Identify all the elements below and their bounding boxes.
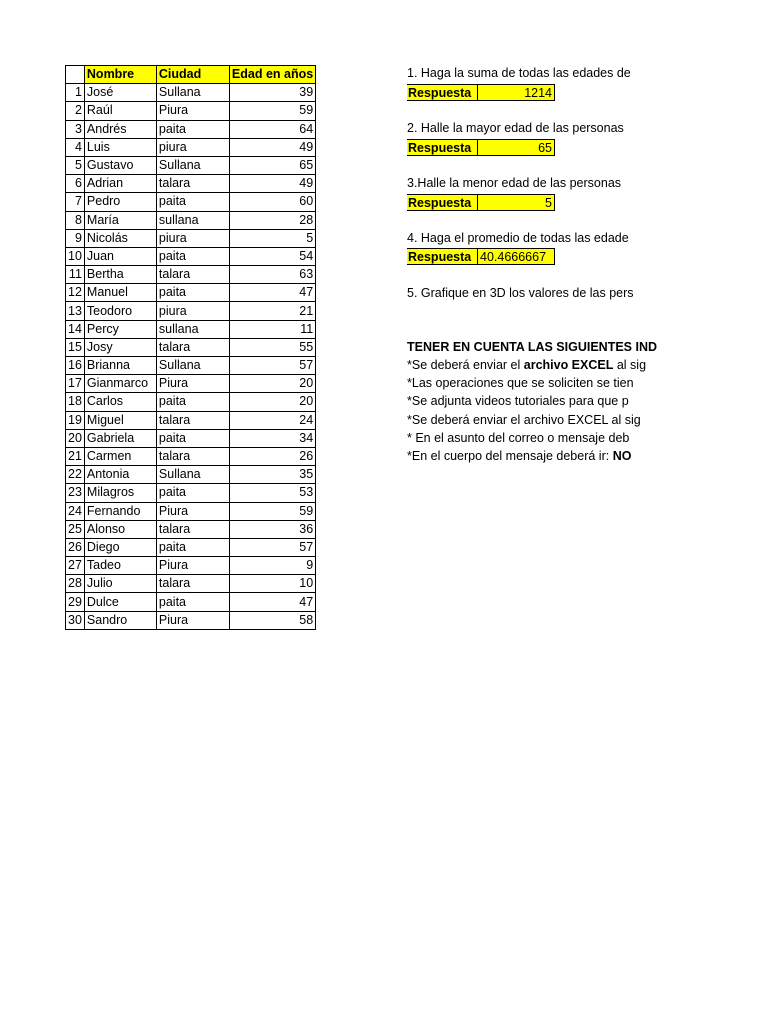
question-2[interactable]: 2. Halle la mayor edad de las personas [407,121,624,135]
questions-panel [407,65,768,485]
table-row [66,193,316,211]
row-age-cell[interactable]: 47 [229,284,315,302]
table-row [66,156,316,174]
row-index-cell[interactable]: 18 [66,393,85,411]
row-index-cell[interactable]: 14 [66,320,85,338]
row-city-cell[interactable]: paita [156,484,229,502]
row-name-cell[interactable]: Raúl [84,102,156,120]
row-index-cell[interactable]: 29 [66,593,85,611]
table-row [66,411,316,429]
row-name-cell[interactable]: Gustavo [84,156,156,174]
row-age-cell[interactable]: 47 [229,593,315,611]
row-index-cell[interactable]: 13 [66,302,85,320]
row-index-cell[interactable]: 2 [66,102,85,120]
row-city-cell[interactable]: piura [156,229,229,247]
answer-1-label[interactable]: Respuesta [407,84,478,101]
row-name-cell[interactable]: Josy [84,338,156,356]
row-name-cell[interactable]: Pedro [84,193,156,211]
row-index-cell[interactable]: 12 [66,284,85,302]
row-name-cell[interactable]: María [84,211,156,229]
table-row [66,247,316,265]
instruction-1-text-a: *Se deberá enviar el [407,358,524,372]
row-name-cell[interactable]: Juan [84,247,156,265]
row-city-cell[interactable]: Sullana [156,156,229,174]
answer-4-value[interactable]: 40.4666667 [478,248,555,265]
row-name-cell[interactable]: Alonso [84,520,156,538]
table-row [66,84,316,102]
header-name-cell[interactable]: Nombre [84,66,156,84]
row-city-cell[interactable]: talara [156,266,229,284]
row-city-cell[interactable]: talara [156,411,229,429]
row-age-cell[interactable]: 20 [229,375,315,393]
answer-1-value[interactable]: 1214 [478,84,555,101]
table-row [66,393,316,411]
answer-4-box [407,248,555,265]
row-name-cell[interactable]: Nicolás [84,229,156,247]
answer-2-value[interactable]: 65 [478,139,555,156]
row-name-cell[interactable]: Julio [84,575,156,593]
row-index-cell[interactable]: 26 [66,538,85,556]
instruction-1-text-b: al sig [613,358,647,372]
row-name-cell[interactable]: Tadeo [84,557,156,575]
row-age-cell[interactable]: 21 [229,302,315,320]
row-name-cell[interactable]: Brianna [84,357,156,375]
table-row [66,266,316,284]
header-index-cell[interactable] [66,66,85,84]
row-city-cell[interactable]: Sullana [156,84,229,102]
row-index-cell[interactable]: 10 [66,247,85,265]
instruction-1-text-bold: archivo EXCEL [523,358,614,372]
table-row [66,466,316,484]
row-city-cell[interactable]: sullana [156,320,229,338]
answer-3-box [407,194,555,211]
row-city-cell[interactable]: Sullana [156,357,229,375]
row-index-cell[interactable]: 1 [66,84,85,102]
row-city-cell[interactable]: talara [156,575,229,593]
row-city-cell[interactable]: sullana [156,211,229,229]
row-index-cell[interactable]: 4 [66,138,85,156]
row-index-cell[interactable]: 27 [66,557,85,575]
instruction-6-text-a: *En el cuerpo del mensaje deberá ir: [407,449,613,463]
row-city-cell[interactable]: paita [156,538,229,556]
row-city-cell[interactable]: talara [156,520,229,538]
row-name-cell[interactable]: Adrian [84,175,156,193]
table-row [66,320,316,338]
row-age-cell[interactable]: 65 [229,156,315,174]
row-age-cell[interactable]: 60 [229,193,315,211]
row-index-cell[interactable]: 6 [66,175,85,193]
row-name-cell[interactable]: Fernando [84,502,156,520]
table-row [66,375,316,393]
row-city-cell[interactable]: Piura [156,375,229,393]
header-age-cell[interactable]: Edad en años [229,66,315,84]
table-row [66,484,316,502]
table-row [66,175,316,193]
row-city-cell[interactable]: Sullana [156,466,229,484]
row-index-cell[interactable]: 15 [66,338,85,356]
row-index-cell[interactable]: 9 [66,229,85,247]
row-city-cell[interactable]: paita [156,593,229,611]
row-city-cell[interactable]: talara [156,338,229,356]
table-row [66,538,316,556]
row-name-cell[interactable]: Sandro [84,611,156,629]
row-city-cell[interactable]: talara [156,175,229,193]
row-index-cell[interactable]: 8 [66,211,85,229]
row-age-cell[interactable]: 59 [229,502,315,520]
row-age-cell[interactable]: 58 [229,611,315,629]
answer-2-label[interactable]: Respuesta [407,139,478,156]
row-index-cell[interactable]: 20 [66,429,85,447]
instructions-title[interactable]: TENER EN CUENTA LAS SIGUIENTES IND [407,340,658,354]
row-city-cell[interactable]: talara [156,447,229,465]
row-age-cell[interactable]: 57 [229,538,315,556]
row-city-cell[interactable]: Piura [156,611,229,629]
row-city-cell[interactable]: paita [156,429,229,447]
table-row [66,338,316,356]
table-row [66,120,316,138]
question-3[interactable]: 3.Halle la menor edad de las personas [407,176,622,190]
question-4[interactable]: 4. Haga el promedio de todas las edade [407,231,629,245]
instruction-line-3[interactable]: *Se adjunta videos tutoriales para que p [407,394,629,408]
row-city-cell[interactable]: piura [156,138,229,156]
instruction-line-5[interactable]: * En el asunto del correo o mensaje deb [407,431,630,445]
row-age-cell[interactable]: 11 [229,320,315,338]
row-index-cell[interactable]: 25 [66,520,85,538]
answer-2-box [407,139,555,156]
question-5[interactable]: 5. Grafique en 3D los valores de las pers [407,286,634,300]
row-city-cell[interactable]: paita [156,284,229,302]
table-row [66,229,316,247]
table-row [66,520,316,538]
row-name-cell[interactable]: Bertha [84,266,156,284]
row-city-cell[interactable]: paita [156,193,229,211]
row-index-cell[interactable]: 28 [66,575,85,593]
row-age-cell[interactable]: 59 [229,102,315,120]
table-row [66,611,316,629]
row-name-cell[interactable]: Carlos [84,393,156,411]
row-city-cell[interactable]: Piura [156,102,229,120]
question-1[interactable]: 1. Haga la suma de todas las edades de [407,66,631,80]
row-name-cell[interactable]: Gabriela [84,429,156,447]
row-city-cell[interactable]: Piura [156,557,229,575]
row-name-cell[interactable]: Dulce [84,593,156,611]
table-row [66,102,316,120]
instruction-line-6[interactable] [407,448,631,465]
instruction-line-2[interactable]: *Las operaciones que se soliciten se tien [407,376,634,390]
row-name-cell[interactable]: Manuel [84,284,156,302]
row-index-cell[interactable]: 16 [66,357,85,375]
row-city-cell[interactable]: paita [156,393,229,411]
header-city-cell[interactable]: Ciudad [156,66,229,84]
answer-3-label[interactable]: Respuesta [407,194,478,211]
row-city-cell[interactable]: paita [156,120,229,138]
row-name-cell[interactable]: Milagros [84,484,156,502]
row-age-cell[interactable]: 34 [229,429,315,447]
row-age-cell[interactable]: 5 [229,229,315,247]
row-index-cell[interactable]: 5 [66,156,85,174]
row-index-cell[interactable]: 3 [66,120,85,138]
row-name-cell[interactable]: Teodoro [84,302,156,320]
row-name-cell[interactable]: José [84,84,156,102]
row-age-cell[interactable]: 49 [229,175,315,193]
row-city-cell[interactable]: piura [156,302,229,320]
row-name-cell[interactable]: Andrés [84,120,156,138]
instruction-line-1[interactable] [407,357,646,374]
table-row [66,557,316,575]
row-age-cell[interactable]: 57 [229,357,315,375]
table-row [66,284,316,302]
answer-3-value[interactable]: 5 [478,194,555,211]
row-index-cell[interactable]: 30 [66,611,85,629]
row-name-cell[interactable]: Diego [84,538,156,556]
row-age-cell[interactable]: 55 [229,338,315,356]
table-row [66,447,316,465]
row-age-cell[interactable]: 53 [229,484,315,502]
row-age-cell[interactable]: 64 [229,120,315,138]
row-index-cell[interactable]: 23 [66,484,85,502]
table-header-row [66,66,316,84]
row-name-cell[interactable]: Percy [84,320,156,338]
row-index-cell[interactable]: 7 [66,193,85,211]
instruction-line-4[interactable]: *Se deberá enviar el archivo EXCEL al sig [407,413,641,427]
row-age-cell[interactable]: 63 [229,266,315,284]
row-age-cell[interactable]: 9 [229,557,315,575]
row-age-cell[interactable]: 24 [229,411,315,429]
table-row [66,211,316,229]
row-name-cell[interactable]: Luis [84,138,156,156]
row-age-cell[interactable]: 49 [229,138,315,156]
row-age-cell[interactable]: 54 [229,247,315,265]
table-row [66,593,316,611]
answer-4-label[interactable]: Respuesta [407,248,478,265]
table-row [66,302,316,320]
row-index-cell[interactable]: 22 [66,466,85,484]
answer-1-box [407,84,555,101]
row-age-cell[interactable]: 28 [229,211,315,229]
row-age-cell[interactable]: 36 [229,520,315,538]
row-age-cell[interactable]: 39 [229,84,315,102]
instruction-6-text-bold: NO [612,449,632,463]
row-age-cell[interactable]: 20 [229,393,315,411]
table-row [66,357,316,375]
row-name-cell[interactable]: Carmen [84,447,156,465]
row-age-cell[interactable]: 10 [229,575,315,593]
row-age-cell[interactable]: 35 [229,466,315,484]
row-name-cell[interactable]: Gianmarco [84,375,156,393]
row-age-cell[interactable]: 26 [229,447,315,465]
table-row [66,575,316,593]
row-index-cell[interactable]: 21 [66,447,85,465]
table-row [66,429,316,447]
row-city-cell[interactable]: Piura [156,502,229,520]
row-name-cell[interactable]: Antonia [84,466,156,484]
row-index-cell[interactable]: 11 [66,266,85,284]
row-city-cell[interactable]: paita [156,247,229,265]
row-index-cell[interactable]: 17 [66,375,85,393]
row-index-cell[interactable]: 24 [66,502,85,520]
table-row [66,138,316,156]
row-index-cell[interactable]: 19 [66,411,85,429]
table-row [66,502,316,520]
ages-table [65,65,316,630]
row-name-cell[interactable]: Miguel [84,411,156,429]
